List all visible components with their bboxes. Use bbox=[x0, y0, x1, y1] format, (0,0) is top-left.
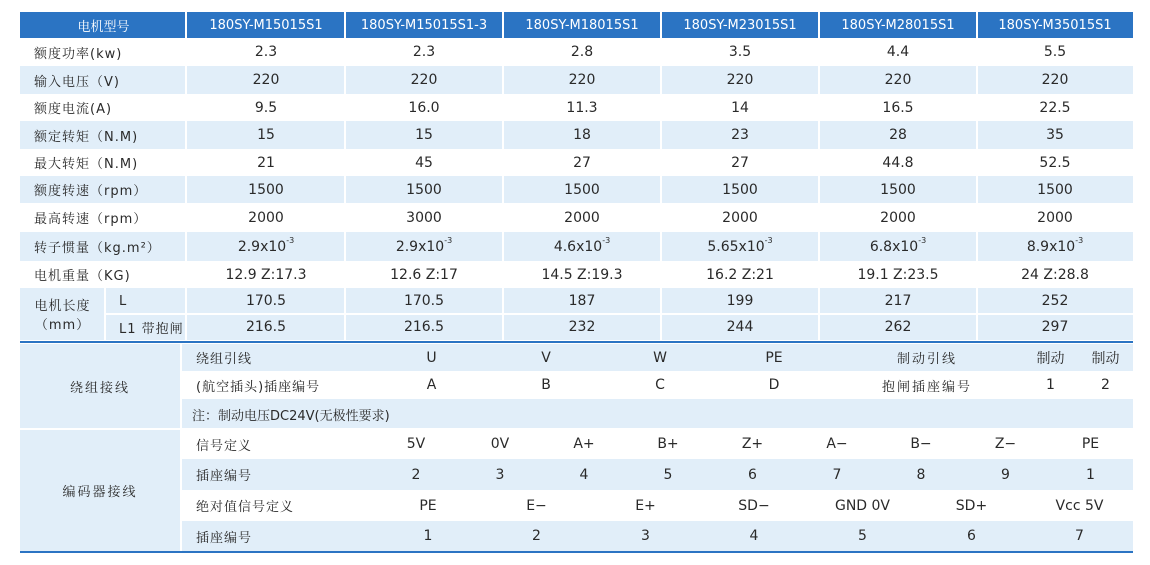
winding-note: 注：制动电压DC24V(无极性要求) bbox=[182, 399, 1133, 429]
spec-value-cell: 220 bbox=[503, 66, 661, 94]
encoder-value-cell: PE bbox=[1048, 429, 1133, 459]
spec-value-cell: 1500 bbox=[661, 176, 819, 203]
spec-value-cell: 6.8x10 -3 bbox=[819, 232, 977, 261]
length-value-cell: 216.5 bbox=[187, 314, 345, 340]
exponent-superscript: -3 bbox=[918, 236, 927, 245]
spec-value-cell: 21 bbox=[187, 149, 345, 176]
spec-value-cell: 28 bbox=[819, 121, 977, 149]
exponent-superscript: -3 bbox=[1075, 236, 1084, 245]
length-value-cell: 252 bbox=[977, 288, 1133, 314]
winding-row-label: 绕组引线 bbox=[182, 344, 374, 371]
spec-value-cell: 3.5 bbox=[661, 38, 819, 66]
spec-value-cell: 220 bbox=[345, 66, 503, 94]
spec-row-label: 电机重量（KG) bbox=[20, 261, 187, 288]
spec-value-cell: 4.6x10 -3 bbox=[503, 232, 661, 261]
spec-value-cell: 12.9 Z:17.3 bbox=[187, 261, 345, 288]
column-divider bbox=[344, 12, 346, 340]
length-sub-label: L bbox=[105, 288, 187, 314]
encoder-value-cell: 8 bbox=[879, 459, 963, 490]
spec-value-cell: 2.8 bbox=[503, 38, 661, 66]
encoder-section-label: 编码器接线 bbox=[20, 429, 180, 551]
spec-row-label: 额度功率(kw) bbox=[20, 38, 187, 66]
spec-value-cell: 15 bbox=[187, 121, 345, 149]
spec-row-label: 输入电压（V) bbox=[20, 66, 187, 94]
header-model-label: 电机型号 bbox=[20, 12, 187, 38]
encoder-value-cell: 2 bbox=[374, 459, 458, 490]
length-sub-label: L1 带抱闸 bbox=[105, 314, 187, 340]
length-value-cell: 244 bbox=[661, 314, 819, 340]
header-model-name: 180SY-M15015S1 bbox=[187, 12, 345, 38]
encoder-value-cell: 0V bbox=[458, 429, 542, 459]
length-value-cell: 199 bbox=[661, 288, 819, 314]
spec-value-cell: 44.8 bbox=[819, 149, 977, 176]
exponent-superscript: -3 bbox=[602, 236, 611, 245]
encoder-value-cell: Vcc 5V bbox=[1026, 490, 1133, 521]
spec-value-cell: 2.3 bbox=[187, 38, 345, 66]
encoder-value-cell: A− bbox=[795, 429, 879, 459]
column-divider bbox=[502, 12, 504, 340]
encoder-value-cell: 1 bbox=[374, 521, 482, 551]
spec-value-cell: 220 bbox=[187, 66, 345, 94]
spec-value-cell: 2000 bbox=[977, 203, 1133, 232]
spec-value-cell: 11.3 bbox=[503, 94, 661, 121]
spec-row-label: 最高转速（rpm） bbox=[20, 203, 187, 232]
encoder-row-label: 插座编号 bbox=[182, 459, 374, 490]
length-value-cell: 170.5 bbox=[345, 288, 503, 314]
spec-value-cell: 1500 bbox=[345, 176, 503, 203]
spec-value-cell: 1500 bbox=[503, 176, 661, 203]
exponent-superscript: -3 bbox=[764, 236, 773, 245]
spec-value-cell: 24 Z:28.8 bbox=[977, 261, 1133, 288]
spec-value-cell: 2.3 bbox=[345, 38, 503, 66]
header-model-name: 180SY-M23015S1 bbox=[661, 12, 819, 38]
brake-pin-cell: 2 bbox=[1078, 371, 1133, 399]
encoder-value-cell: B− bbox=[879, 429, 963, 459]
header-model-name: 180SY-M28015S1 bbox=[819, 12, 977, 38]
encoder-value-cell: SD+ bbox=[917, 490, 1026, 521]
spec-value-cell: 18 bbox=[503, 121, 661, 149]
encoder-value-cell: 2 bbox=[482, 521, 591, 551]
section-rule bbox=[20, 551, 1133, 553]
spec-value-cell: 52.5 bbox=[977, 149, 1133, 176]
spec-value-cell: 4.4 bbox=[819, 38, 977, 66]
spec-row-label: 转子惯量（kg.m²） bbox=[20, 232, 187, 261]
spec-value-cell: 2000 bbox=[819, 203, 977, 232]
motor-length-label-line2: （mm） bbox=[34, 318, 91, 333]
brake-pin-cell: 制动 bbox=[1078, 344, 1133, 371]
brake-label-cell: 抱闸插座编号 bbox=[831, 371, 1023, 399]
encoder-value-cell: 7 bbox=[795, 459, 879, 490]
spec-value-cell: 5.5 bbox=[977, 38, 1133, 66]
spec-value-cell: 220 bbox=[977, 66, 1133, 94]
encoder-value-cell: SD− bbox=[700, 490, 808, 521]
spec-value-cell: 45 bbox=[345, 149, 503, 176]
motor-length-label-line1: 电机长度 bbox=[34, 299, 91, 314]
brake-label-cell: 制动引线 bbox=[831, 344, 1023, 371]
spec-value-cell: 2000 bbox=[187, 203, 345, 232]
spec-value-cell: 1500 bbox=[819, 176, 977, 203]
spec-value-cell: 14.5 Z:19.3 bbox=[503, 261, 661, 288]
encoder-value-cell: 6 bbox=[710, 459, 795, 490]
encoder-row-label: 插座编号 bbox=[182, 521, 374, 551]
spec-value-cell: 220 bbox=[819, 66, 977, 94]
column-divider bbox=[180, 344, 182, 429]
encoder-value-cell: 5 bbox=[626, 459, 710, 490]
spec-value-cell: 16.0 bbox=[345, 94, 503, 121]
spec-value-cell: 2.9x10 -3 bbox=[187, 232, 345, 261]
encoder-value-cell: E− bbox=[482, 490, 591, 521]
spec-value-cell: 2000 bbox=[503, 203, 661, 232]
encoder-value-cell: 4 bbox=[700, 521, 808, 551]
column-divider bbox=[180, 429, 182, 551]
spec-row-label: 额定转矩（N.M) bbox=[20, 121, 187, 149]
spec-value-cell: 2000 bbox=[661, 203, 819, 232]
encoder-value-cell: 5V bbox=[374, 429, 458, 459]
encoder-value-cell: Z− bbox=[963, 429, 1048, 459]
spec-value-cell: 8.9x10 -3 bbox=[977, 232, 1133, 261]
winding-section-label: 绕组接线 bbox=[20, 344, 180, 429]
header-model-name: 180SY-M15015S1-3 bbox=[345, 12, 503, 38]
winding-row-label: (航空插头)插座编号 bbox=[182, 371, 374, 399]
length-value-cell: 297 bbox=[977, 314, 1133, 340]
row-divider bbox=[105, 313, 1133, 315]
spec-value-cell: 15 bbox=[345, 121, 503, 149]
brake-pin-cell: 1 bbox=[1023, 371, 1078, 399]
spec-value-cell: 12.6 Z:17 bbox=[345, 261, 503, 288]
spec-value-cell: 22.5 bbox=[977, 94, 1133, 121]
encoder-value-cell: PE bbox=[374, 490, 482, 521]
length-value-cell: 217 bbox=[819, 288, 977, 314]
encoder-row-label: 信号定义 bbox=[182, 429, 374, 459]
spec-value-cell: 35 bbox=[977, 121, 1133, 149]
motor-length-label bbox=[20, 288, 105, 340]
winding-pin-cell: C bbox=[603, 371, 717, 399]
spec-value-cell: 27 bbox=[661, 149, 819, 176]
encoder-row-label: 绝对值信号定义 bbox=[182, 490, 374, 521]
winding-pin-cell: U bbox=[374, 344, 489, 371]
spec-value-cell: 5.65x10 -3 bbox=[661, 232, 819, 261]
encoder-value-cell: 6 bbox=[917, 521, 1026, 551]
length-value-cell: 216.5 bbox=[345, 314, 503, 340]
encoder-value-cell: 3 bbox=[591, 521, 700, 551]
column-divider bbox=[185, 12, 187, 340]
encoder-value-cell: 4 bbox=[542, 459, 626, 490]
spec-value-cell: 220 bbox=[661, 66, 819, 94]
encoder-value-cell: 3 bbox=[458, 459, 542, 490]
brake-pin-cell: 制动 bbox=[1023, 344, 1078, 371]
spec-value-cell: 23 bbox=[661, 121, 819, 149]
encoder-value-cell: Z+ bbox=[710, 429, 795, 459]
spec-value-cell: 19.1 Z:23.5 bbox=[819, 261, 977, 288]
header-model-name: 180SY-M35015S1 bbox=[977, 12, 1133, 38]
spec-value-cell: 16.2 Z:21 bbox=[661, 261, 819, 288]
row-divider bbox=[20, 428, 1133, 430]
winding-pin-cell: A bbox=[374, 371, 489, 399]
spec-value-cell: 1500 bbox=[187, 176, 345, 203]
spec-value-cell: 1500 bbox=[977, 176, 1133, 203]
length-value-cell: 187 bbox=[503, 288, 661, 314]
winding-pin-cell: PE bbox=[717, 344, 831, 371]
spec-value-cell: 2.9x10 -3 bbox=[345, 232, 503, 261]
spec-row-label: 最大转矩（N.M) bbox=[20, 149, 187, 176]
encoder-value-cell: GND 0V bbox=[808, 490, 917, 521]
column-divider bbox=[660, 12, 662, 340]
spec-value-cell: 27 bbox=[503, 149, 661, 176]
encoder-value-cell: 9 bbox=[963, 459, 1048, 490]
column-divider bbox=[818, 12, 820, 340]
spec-value-cell: 3000 bbox=[345, 203, 503, 232]
encoder-value-cell: 5 bbox=[808, 521, 917, 551]
column-divider bbox=[976, 12, 978, 340]
encoder-value-cell: A+ bbox=[542, 429, 626, 459]
encoder-value-cell: 1 bbox=[1048, 459, 1133, 490]
winding-pin-cell: V bbox=[489, 344, 603, 371]
winding-pin-cell: B bbox=[489, 371, 603, 399]
encoder-value-cell: E+ bbox=[591, 490, 700, 521]
spec-row-label: 额度转速（rpm） bbox=[20, 176, 187, 203]
section-rule bbox=[20, 341, 1133, 343]
header-model-name: 180SY-M18015S1 bbox=[503, 12, 661, 38]
spec-value-cell: 16.5 bbox=[819, 94, 977, 121]
length-value-cell: 232 bbox=[503, 314, 661, 340]
spec-row-label: 额度电流(A) bbox=[20, 94, 187, 121]
spec-value-cell: 9.5 bbox=[187, 94, 345, 121]
winding-pin-cell: W bbox=[603, 344, 717, 371]
length-value-cell: 262 bbox=[819, 314, 977, 340]
length-value-cell: 170.5 bbox=[187, 288, 345, 314]
column-divider bbox=[104, 288, 106, 340]
spec-value-cell: 14 bbox=[661, 94, 819, 121]
encoder-value-cell: 7 bbox=[1026, 521, 1133, 551]
exponent-superscript: -3 bbox=[444, 236, 453, 245]
winding-pin-cell: D bbox=[717, 371, 831, 399]
encoder-value-cell: B+ bbox=[626, 429, 710, 459]
exponent-superscript: -3 bbox=[286, 236, 295, 245]
